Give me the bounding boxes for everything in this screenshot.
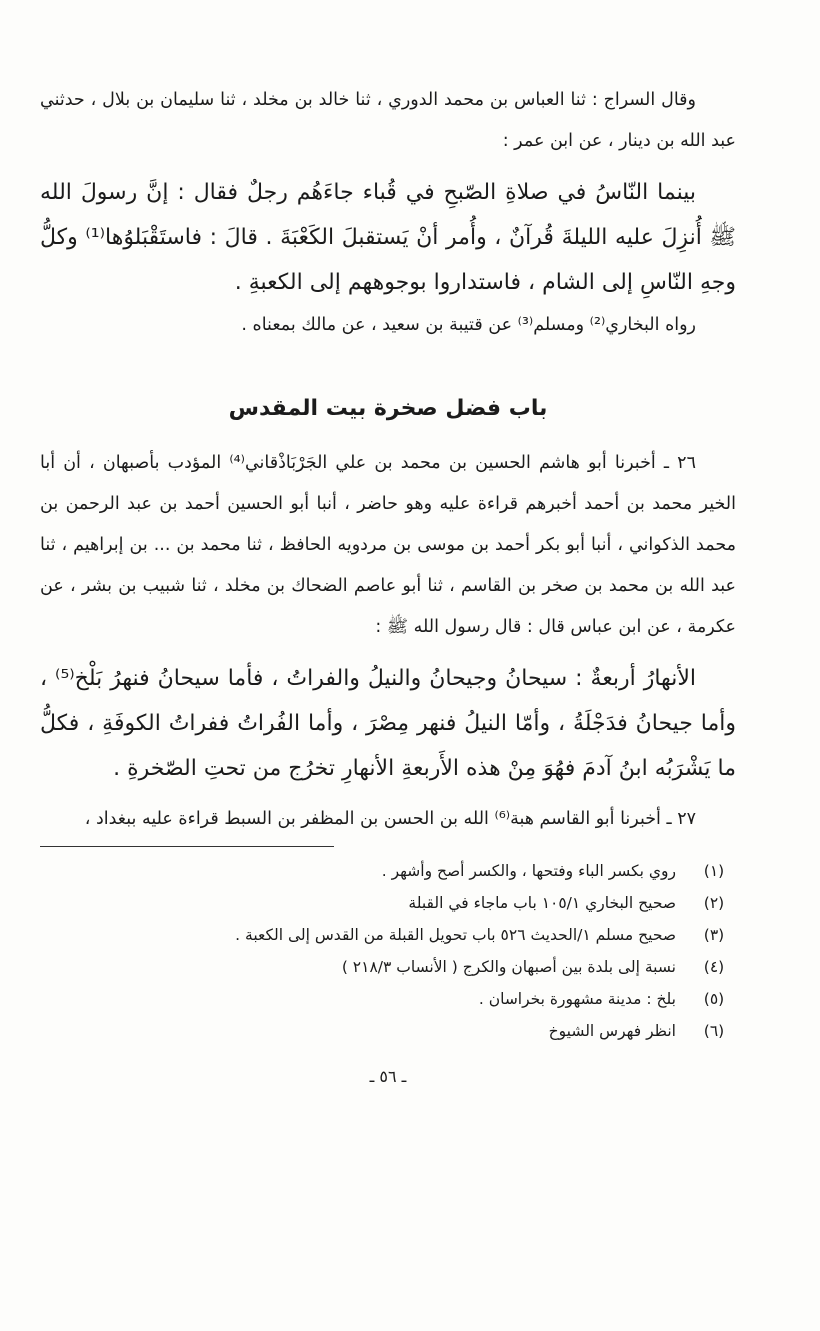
footnote-text: بلخ : مدينة مشهورة بخراسان . <box>478 990 676 1008</box>
takhrij-paragraph: رواه البخاري⁽²⁾ ومسلم⁽³⁾ عن قتيبة بن سعيد ، عن مالك بمعناه . <box>241 315 696 335</box>
footnote-number: (٢) <box>703 894 725 912</box>
footnote <box>40 1015 736 1047</box>
page-body <box>40 80 736 1086</box>
section-title: باب فضل صخرة بيت المقدس <box>228 396 548 421</box>
footnote <box>40 983 736 1015</box>
footnote-number: (١) <box>703 862 725 880</box>
footnote-text: نسبة إلى بلدة بين أصبهان والكرج ( الأنساب ٢١٨/٣ ) <box>341 958 676 976</box>
footnote-number: (٥) <box>703 990 725 1008</box>
footnote <box>40 887 736 919</box>
footnote-text: صحيح مسلم ١/الحديث ٥٢٦ باب تحويل القبلة من القدس إلى الكعبة . <box>235 926 676 944</box>
footnote-text: روي بكسر الباء وفتحها ، والكسر أصح وأشهر . <box>381 862 676 880</box>
footnote-text: صحيح البخاري ١٠٥/١ باب ماجاء في القبلة <box>408 894 676 912</box>
hadith-paragraph: بينما النّاسُ في صلاةِ الصّبحِ في قُباء جاءَهُم رجلٌ فقال : إنَّ رسولَ الله ﷺ أُنزِلَ عليه الليلةَ قُرآنٌ ، وأُمر أنْ يَستقبلَ الكَعْبَةَ . قالَ : فاستَقْبَلوُها⁽¹⁾ وكلُّ وجهِ النّاسِ إلى الشام ، فاستداروا بوجوههم إلى الكعبةِ . <box>40 180 737 295</box>
footnote-number: (٣) <box>703 926 725 944</box>
sanad-paragraph-26: ٢٦ ـ أخبرنا أبو هاشم الحسين بن محمد بن علي الجَرْبَاذْقاني⁽⁴⁾ المؤدب بأصبهان ، أن أبا الخير محمد بن أحمد أخبرهم قراءة عليه وهو حاضر ، أنبا أبو الحسين أحمد بن عبد الرحمن بن محمد الذكواني ، أنبا أبو بكر أحمد بن موسى بن مردويه الحافظ ، ثنا محمد بن ... بن إبراهيم ، ثنا عبد الله بن محمد بن صخر بن القاسم ، ثنا أبو عاصم الضحاك بن مخلد ، ثنا شبيب بن بشر ، عن عكرمة ، عن ابن عباس قال : قال رسول الله ﷺ : <box>40 453 736 637</box>
footnote <box>40 951 736 983</box>
footnote <box>40 919 736 951</box>
sanad-paragraph: وقال السراج : ثنا العباس بن محمد الدوري ، ثنا خالد بن مخلد ، ثنا سليمان بن بلال ، حدثني عبد الله بن دينار ، عن ابن عمر : <box>40 90 736 151</box>
footnote <box>40 855 736 887</box>
hadith-paragraph-26: الأنهارُ أربعةٌ : سيحانُ وجيحانُ والنيلُ والفراتُ ، فأما سيحانُ فنهرُ بَلْخ⁽⁵⁾ ، وأما جيحانُ فدَجْلَةُ ، وأمّا النيلُ فنهر مِصْرَ ، وأما الفُراتُ ففراتُ الكوفَةِ ، فكلُّ ما يَشْرَبُه ابنُ آدمَ فهُوَ مِنْ هذه الأَربعةِ الأنهارِ تخرُج من تحتِ الصّخرةِ . <box>40 666 736 781</box>
footnote-number: (٤) <box>703 958 725 976</box>
sanad-paragraph-27: ٢٧ ـ أخبرنا أبو القاسم هبة⁽⁶⁾ الله بن الحسن بن المظفر بن السبط قراءة عليه ببغداد ، <box>84 809 696 829</box>
footnote-number: (٦) <box>703 1022 725 1040</box>
page-number: ـ ٥٦ ـ <box>369 1067 407 1086</box>
footnote-divider <box>40 846 334 847</box>
footnotes-list <box>40 855 736 1047</box>
footnote-text: انظر فهرس الشيوخ <box>548 1022 676 1040</box>
